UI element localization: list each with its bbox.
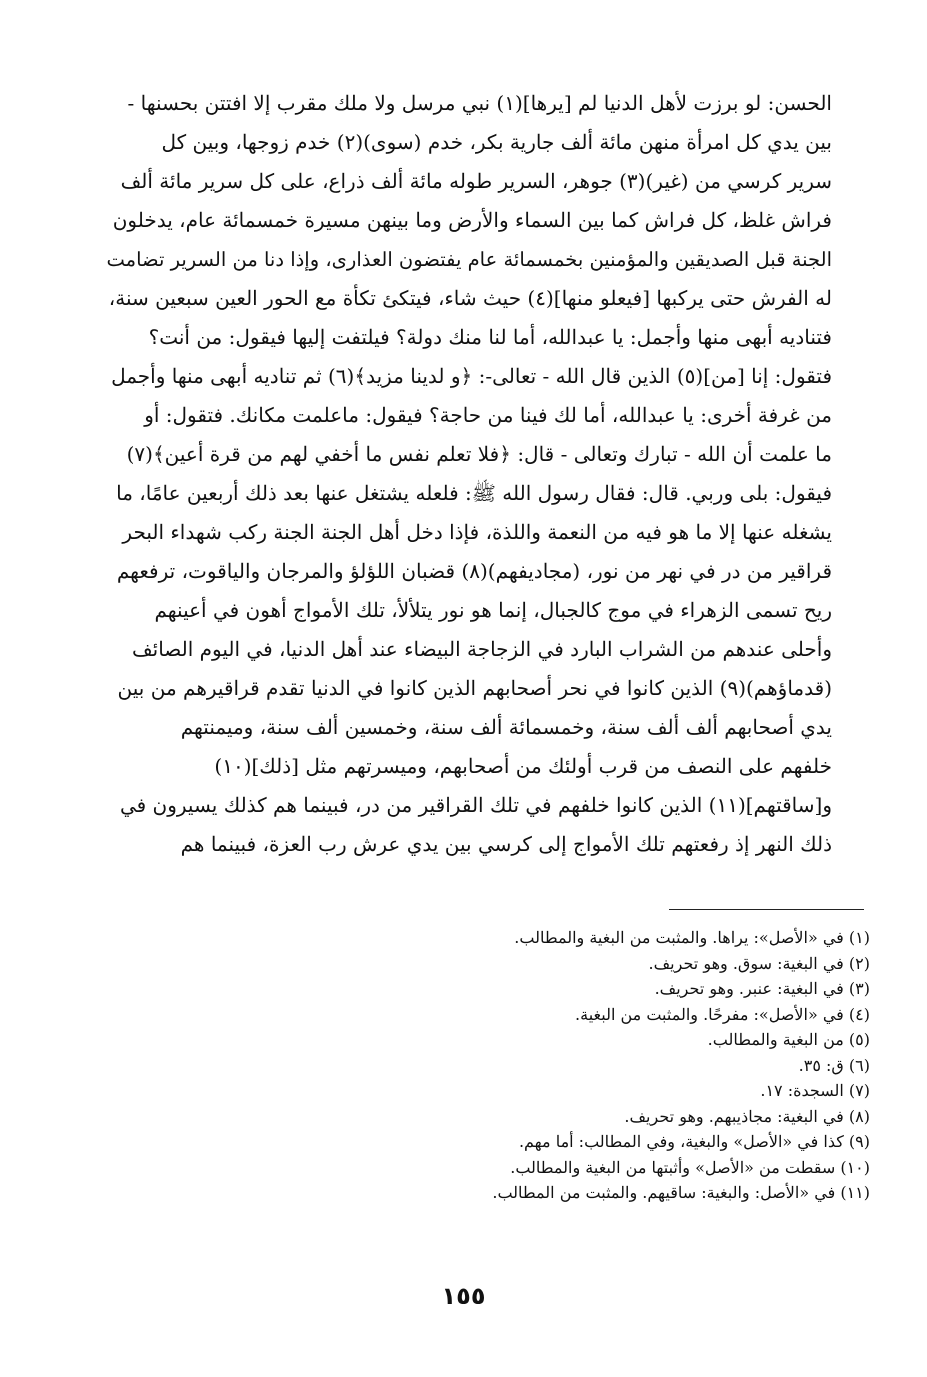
footnote: (٦) ق: ٣٥.: [798, 1055, 870, 1075]
footnote: (٧) السجدة: ١٧.: [760, 1081, 870, 1100]
footnotes: [300, 925, 870, 1206]
text-line: و[ساقتهم](١١) الذين كانوا خلفهم في تلك القراقير من در، فبينما هم كذلك يسيرون في: [119, 793, 832, 817]
text-line: فراش غلظ، كل فراش كما بين السماء والأرض وما بينهن مسيرة خمسمائة عام، يدخلون: [112, 208, 832, 232]
footnote: (٢) في البغية: سوق. وهو تحريف.: [648, 953, 870, 973]
footnote: (٩) كذا في «الأصل» والبغية، وفي المطالب: أما مهم.: [518, 1132, 870, 1151]
footnote: (١١) في «الأصل: والبغية: ساقيهم. والمثبت من المطالب.: [492, 1183, 870, 1202]
text-line: ريح تسمى الزهراء في موج كالجبال، إنما هو نور يتلألأ، تلك الأمواج أهون في أعينهم: [154, 598, 832, 622]
text-line: ما علمت أن الله - تبارك وتعالى - قال: ﴿فلا تعلم نفس ما أخفي لهم من قرة أعين﴾(٧): [126, 442, 832, 466]
main-text: [92, 84, 832, 864]
footnote: (٣) في البغية: عنبر. وهو تحريف.: [654, 979, 870, 998]
footnote: (٨) في البغية: مجاذيبهم. وهو تحريف.: [624, 1106, 870, 1126]
text-line: فيقول: بلى وربي. قال: فقال رسول الله ﷺ: فلعله يشتغل عنها بعد ذلك أربعين عامًا، ما: [116, 481, 832, 505]
text-line: الجنة قبل الصديقين والمؤمنين بخمسمائة عام يفتضون العذارى، وإذا دنا من السرير تضامت: [106, 248, 832, 271]
text-line: قراقير من در في نهر من نور، (مجاديفهم)(٨) قضبان اللؤلؤ والمرجان والياقوت، ترفعهم: [116, 559, 832, 583]
text-line: فتناديه أبهى منها وأجمل: يا عبدالله، أما لنا منك دولة؟ فيلتفت إليها فيقول: من أنت؟: [148, 325, 832, 349]
footnote: (٤) في «الأصل»: مفرحًا. والمثبت من البغية.: [575, 1004, 870, 1024]
text-line: من غرفة أخرى: يا عبدالله، أما لك فينا من حاجة؟ فيقول: ماعلمت مكانك. فتقول: أو: [144, 403, 832, 427]
text-line: يشغله عنها إلا ما هو فيه من النعمة واللذة، فإذا دخل أهل الجنة الجنة ركب شهداء البحر: [122, 520, 832, 544]
text-line: وأحلى عندهم من الشراب البارد في الزجاجة البيضاء عند أهل الدنيا، في اليوم الصائف: [131, 637, 832, 661]
footnote: (٥) من البغية والمطالب.: [707, 1030, 870, 1049]
footnote: (١٠) سقطت من «الأصل» وأثبتها من البغية والمطالب.: [510, 1157, 870, 1177]
page-number: ١٥٥: [441, 1282, 486, 1310]
text-line: ذلك النهر إذ رفعتهم تلك الأمواج إلى كرسي بين يدي عرش رب العزة، فبينما هم: [180, 832, 832, 856]
footnote: (١) في «الأصل»: يراها. والمثبت من البغية والمطالب.: [514, 928, 870, 947]
text-line: الحسن: لو برزت لأهل الدنيا لم [يرها](١) نبي مرسل ولا ملك مقرب إلا افتتن بحسنها -: [127, 91, 832, 115]
text-line: سرير كرسي من (غير)(٣) جوهر، السرير طوله مائة ألف ذراع، على كل سرير مائة ألف: [120, 169, 832, 193]
text-line: يدي أصحابهم ألف ألف سنة، وخمسمائة ألف سنة، وخمسين ألف سنة، وميمنتهم: [180, 715, 832, 739]
footnote-separator: [669, 909, 864, 910]
text-line: (قدماؤهم)(٩) الذين كانوا في نحر أصحابهم الذين كانوا في الدنيا تقدم قراقيرهم من بين: [117, 676, 832, 700]
text-line: له الفرش حتى يركبها [فيعلو منها](٤) حيث شاء، فيتكئ تكأة مع الحور العين سبعين سنة،: [108, 286, 832, 310]
text-line: فتقول: إنا [من](٥) الذين قال الله - تعالى-: ﴿و لدينا مزيد﴾(٦) ثم تناديه أبهى منها وأجمل: [111, 364, 832, 388]
text-line: خلفهم على النصف من قرب أولئك من أصحابهم، وميسرتهم مثل [ذلك](١٠): [214, 754, 832, 778]
text-line: بين يدي كل امرأة منهن مائة ألف جارية بكر، خدم (سوى)(٢) خدم زوجها، وبين كل: [161, 130, 832, 154]
